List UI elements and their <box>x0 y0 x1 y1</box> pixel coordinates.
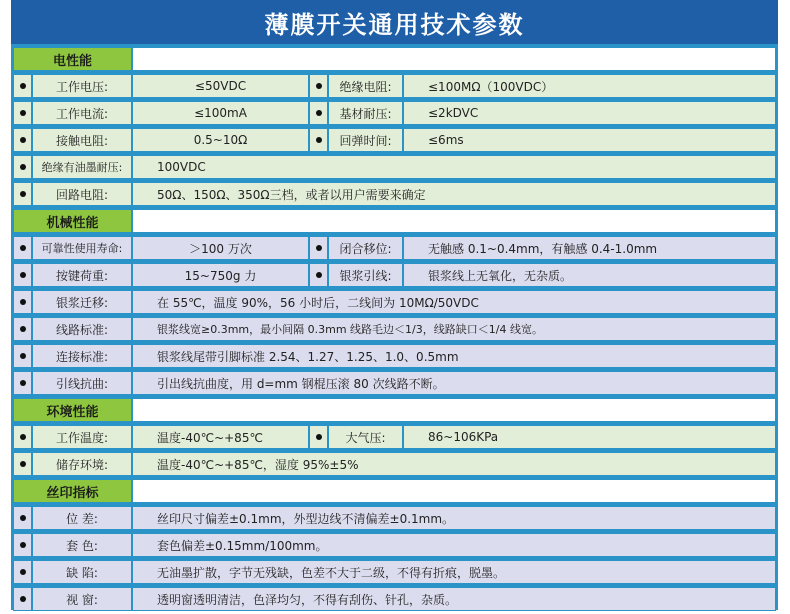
param-label: 按键荷重: <box>32 263 132 287</box>
table-row <box>13 533 776 557</box>
table-row <box>13 101 776 125</box>
param-label: 闭合移位: <box>328 236 403 260</box>
bullet-icon <box>13 452 32 476</box>
section-fill <box>132 47 776 71</box>
table-row <box>13 371 776 395</box>
param-value: 银浆线宽≥0.3mm，最小间隔 0.3mm 线路毛边＜1/3，线路缺口＜1/4 线宽。 <box>132 317 776 341</box>
table-row <box>13 587 776 611</box>
param-label: 大气压: <box>328 425 403 449</box>
table-row <box>13 128 776 152</box>
param-label: 银浆迁移: <box>32 290 132 314</box>
param-label: 位 差: <box>32 506 132 530</box>
param-value: 无触感 0.1~0.4mm，有触感 0.4-1.0mm <box>403 236 776 260</box>
param-label: 连接标准: <box>32 344 132 368</box>
param-label: 线路标准: <box>32 317 132 341</box>
param-label: 回路电阻: <box>32 182 132 206</box>
param-label: 工作电压: <box>32 74 132 98</box>
table-row <box>13 344 776 368</box>
bullet-icon <box>13 344 32 368</box>
param-value: ≤2kDVC <box>403 101 776 125</box>
param-label: 回弹时间: <box>328 128 403 152</box>
bullet-icon <box>13 128 32 152</box>
bullet-icon <box>309 128 328 152</box>
param-value: 50Ω、150Ω、350Ω三档，或者以用户需要来确定 <box>132 182 776 206</box>
param-label: 缺 陷: <box>32 560 132 584</box>
section-title: 丝印指标 <box>13 479 132 503</box>
section-header-environment <box>13 398 776 422</box>
section-title: 机械性能 <box>13 209 132 233</box>
table-row <box>13 182 776 206</box>
param-label: 储存环境: <box>32 452 132 476</box>
param-label: 接触电阻: <box>32 128 132 152</box>
bullet-icon <box>13 155 32 179</box>
param-label: 视 窗: <box>32 587 132 611</box>
bullet-icon <box>309 263 328 287</box>
table-row <box>13 560 776 584</box>
table-row <box>13 506 776 530</box>
bullet-icon <box>13 290 32 314</box>
bullet-icon <box>309 425 328 449</box>
param-value: 无油墨扩散，字节无残缺，色差不大于二级，不得有折痕，脱墨。 <box>132 560 776 584</box>
bullet-icon <box>309 236 328 260</box>
section-title: 环境性能 <box>13 398 132 422</box>
section-header-print <box>13 479 776 503</box>
param-label: 套 色: <box>32 533 132 557</box>
bullet-icon <box>13 236 32 260</box>
param-label: 绝缘有油墨耐压: <box>32 155 132 179</box>
bullet-icon <box>309 74 328 98</box>
param-label: 工作温度: <box>32 425 132 449</box>
param-label: 绝缘电阻: <box>328 74 403 98</box>
param-label: 银浆引线: <box>328 263 403 287</box>
bullet-icon <box>13 425 32 449</box>
table-row <box>13 263 776 287</box>
section-header-electrical <box>13 47 776 71</box>
param-value: 引出线抗曲度，用 d=mm 钢棍压滚 80 次线路不断。 <box>132 371 776 395</box>
bullet-icon <box>309 101 328 125</box>
param-value: 100VDC <box>132 155 776 179</box>
page-title: 薄膜开关通用技术参数 <box>11 0 778 44</box>
param-label: 引线抗曲: <box>32 371 132 395</box>
param-value: 透明窗透明清洁，色泽均匀，不得有刮伤、针孔，杂质。 <box>132 587 776 611</box>
table-row <box>13 317 776 341</box>
param-value: 15~750g 力 <box>132 263 309 287</box>
param-value: 银浆线尾带引脚标准 2.54、1.27、1.25、1.0、0.5mm <box>132 344 776 368</box>
bullet-icon <box>13 560 32 584</box>
bullet-icon <box>13 533 32 557</box>
param-value: ≤100mA <box>132 101 309 125</box>
table-row <box>13 236 776 260</box>
bullet-icon <box>13 317 32 341</box>
section-header-mechanical <box>13 209 776 233</box>
param-label: 基材耐压: <box>328 101 403 125</box>
section-fill <box>132 209 776 233</box>
table-row <box>13 290 776 314</box>
spec-table <box>11 44 778 610</box>
param-value: 86~106KPa <box>403 425 776 449</box>
section-fill <box>132 398 776 422</box>
param-value: ≤6ms <box>403 128 776 152</box>
bullet-icon <box>13 371 32 395</box>
table-row <box>13 155 776 179</box>
param-value: 套色偏差±0.15mm/100mm。 <box>132 533 776 557</box>
bullet-icon <box>13 182 32 206</box>
param-value: ≤100MΩ（100VDC） <box>403 74 776 98</box>
param-value: 温度-40℃~+85℃ <box>132 425 309 449</box>
section-fill <box>132 479 776 503</box>
bullet-icon <box>13 263 32 287</box>
param-value: 银浆线上无氧化，无杂质。 <box>403 263 776 287</box>
table-row <box>13 452 776 476</box>
param-value: 在 55℃，温度 90%，56 小时后，二线间为 10MΩ/50VDC <box>132 290 776 314</box>
table-row <box>13 425 776 449</box>
param-value: ＞100 万次 <box>132 236 309 260</box>
bullet-icon <box>13 74 32 98</box>
param-value: 0.5~10Ω <box>132 128 309 152</box>
param-value: 温度-40℃~+85℃，湿度 95%±5% <box>132 452 776 476</box>
bullet-icon <box>13 506 32 530</box>
bullet-icon <box>13 101 32 125</box>
param-value: 丝印尺寸偏差±0.1mm，外型边线不清偏差±0.1mm。 <box>132 506 776 530</box>
param-label: 可靠性使用寿命: <box>32 236 132 260</box>
table-row <box>13 74 776 98</box>
section-title: 电性能 <box>13 47 132 71</box>
param-value: ≤50VDC <box>132 74 309 98</box>
bullet-icon <box>13 587 32 611</box>
param-label: 工作电流: <box>32 101 132 125</box>
